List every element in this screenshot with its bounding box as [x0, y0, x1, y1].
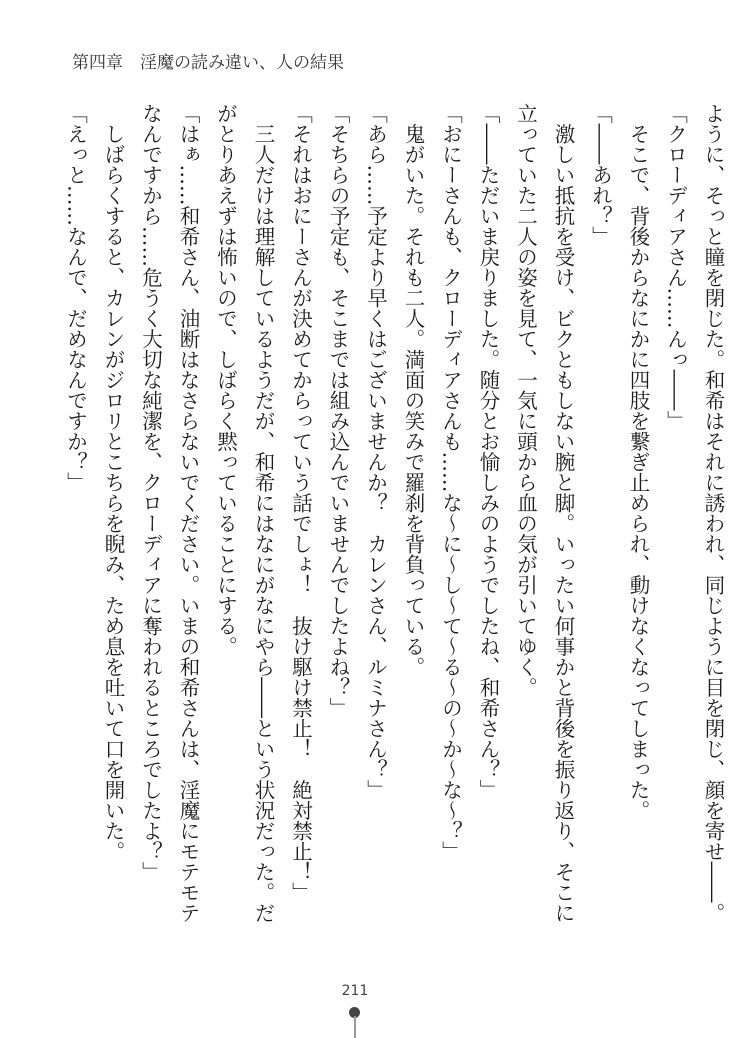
text-column: 「えっと……なんで、だめなんですか？」 — [63, 103, 88, 493]
text-column: 「クローディアさん……んっ――」 — [663, 103, 688, 431]
text-column: 「おにーさんも、クローディアさんも……な～に～し～て～る～の～か～な～？」 — [438, 103, 463, 862]
text-column: そこで、背後からなにかに四肢を繋ぎ止められ、動けなくなってしまった。 — [626, 103, 650, 821]
text-column: 鬼がいた。それも二人。満面の笑みで羅刹を背負っている。 — [401, 103, 425, 677]
text-column: ように、そっと瞳を閉じた。和希はそれに誘われ、同じように目を閉じ、顔を寄せ――。 — [701, 103, 725, 923]
text-column: しばらくすると、カレンがジロリとこちらを睨み、ため息を吐いて口を開いた。 — [101, 103, 125, 862]
page-marker-line — [354, 1016, 356, 1038]
text-column: 「そちらの予定も、そこまでは組み込んでいませんでしたよね？」 — [326, 103, 350, 718]
text-column: がとりあえずは怖いので、しばらく黙っていることにする。 — [213, 103, 238, 657]
running-header-chapter-title: 第四章 淫魔の読み違い、人の結果 — [72, 53, 344, 73]
vertical-body-text — [56, 103, 731, 938]
text-column: 「あら……予定より早くはございませんか？ カレンさん、ルミナさん？」 — [363, 103, 388, 800]
text-column: 激しい抵抗を受け、ビクともしない腕と脚。いったい何事かと背後を振り返り、そこに — [551, 103, 575, 923]
text-column: 「――あれ？」 — [588, 103, 613, 247]
text-column: 立っていた二人の姿を見て、一気に頭から血の気が引いてゆく。 — [513, 103, 538, 698]
text-column: 「それはおにーさんが決めてからっていう話でしょ！ 抜け駆け禁止！ 絶対禁止！」 — [288, 103, 313, 903]
text-column: 「――ただいま戻りました。随分とお愉しみのようでしたね、和希さん？」 — [476, 103, 500, 800]
text-column: 三人だけは理解しているようだが、和希にはなにがなにやら――という状況だった。だ — [251, 103, 275, 923]
text-column: なんですから……危うく大切な純潔を、クローディアに奪われるところでしたよ？」 — [138, 103, 163, 882]
text-column: 「はぁ……和希さん、油断はなさらないでください。いまの和希さんは、淫魔にモテモテ — [176, 103, 200, 923]
page-number: 211 — [341, 983, 369, 999]
